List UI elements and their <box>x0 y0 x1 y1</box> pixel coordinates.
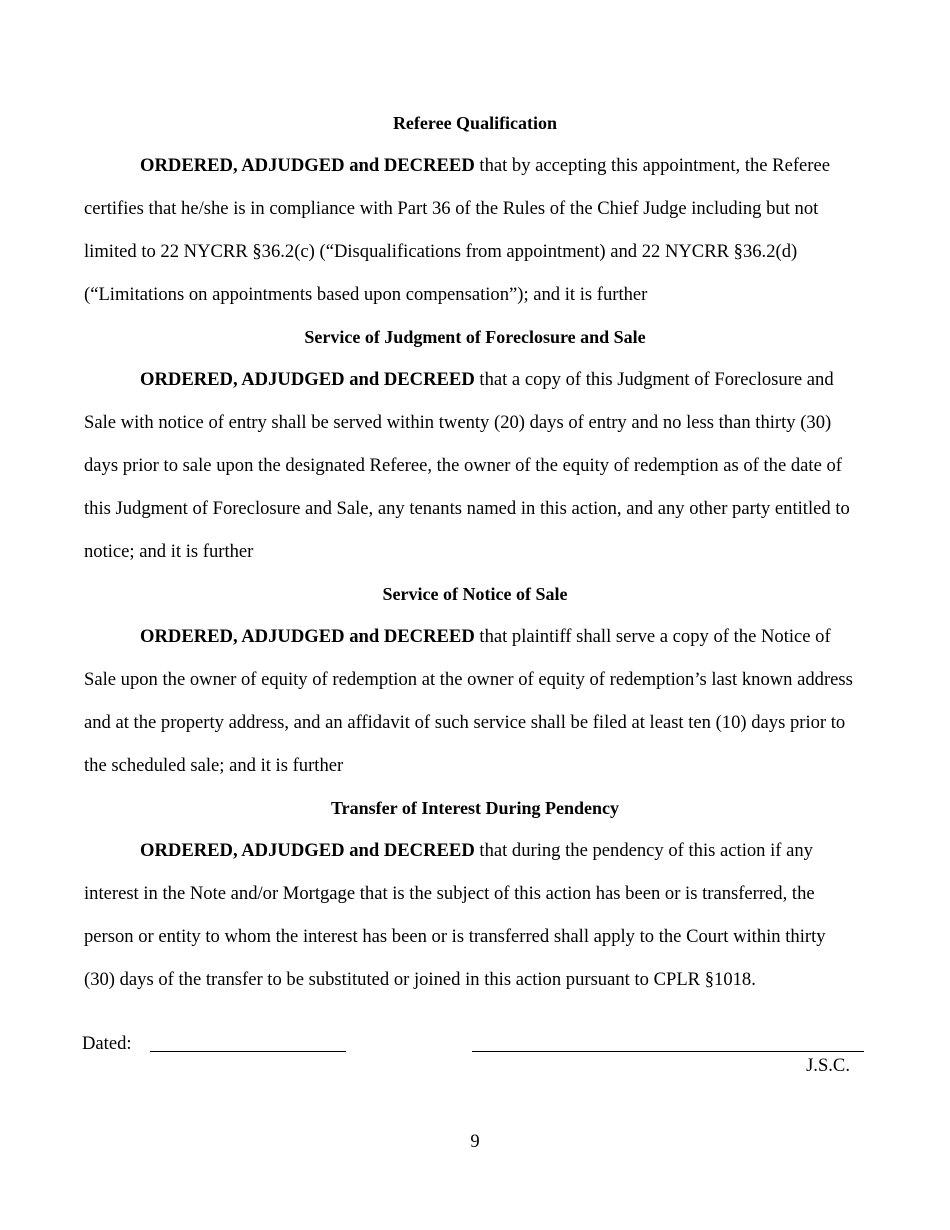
ordered-lead: ORDERED, ADJUDGED and DECREED <box>140 369 475 390</box>
section-heading-transfer-of-interest: Transfer of Interest During Pendency <box>331 798 619 818</box>
section-paragraph-transfer-of-interest <box>84 829 854 1001</box>
page-number: 9 <box>470 1131 480 1152</box>
ordered-lead: ORDERED, ADJUDGED and DECREED <box>140 155 475 176</box>
section-heading-service-of-notice: Service of Notice of Sale <box>382 584 568 604</box>
ordered-lead: ORDERED, ADJUDGED and DECREED <box>140 626 475 647</box>
judge-title: J.S.C. <box>806 1055 850 1076</box>
section-heading-referee-qualification: Referee Qualification <box>392 113 558 133</box>
paragraph-body: that by accepting this appointment, the Referee certifies that he/she is in compliance with Part 36 of the Rules of the Chief Judge including but not limited to 22 NYCRR §36.2(c) (“Disqualifications from appointment) and 22 NYCRR §36.2(d) (“Limitations on appointments based upon compensation”); and it is further <box>84 155 830 305</box>
paragraph-body: that plaintiff shall serve a copy of the Notice of Sale upon the owner of equity of redemption at the owner of equity of redemption’s last known address and at the property address, and an affidavit of such service shall be filed at least ten (10) days prior to the scheduled sale; and it is further <box>84 626 853 776</box>
section-heading-service-of-judgment: Service of Judgment of Foreclosure and Sale <box>304 327 646 347</box>
ordered-lead: ORDERED, ADJUDGED and DECREED <box>140 840 475 861</box>
paragraph-body: that a copy of this Judgment of Foreclosure and Sale with notice of entry shall be served within twenty (20) days of entry and no less than thirty (30) days prior to sale upon the designated Referee, the owner of the equity of redemption as of the date of this Judgment of Foreclosure and Sale, any tenants named in this action, and any other party entitled to notice; and it is further <box>84 369 850 562</box>
section-paragraph-service-of-notice <box>84 615 854 787</box>
dated-label: Dated: <box>82 1033 132 1054</box>
judge-signature-line <box>472 1051 864 1052</box>
paragraph-body: that during the pendency of this action if any interest in the Note and/or Mortgage that is the subject of this action has been or is transferred, the person or entity to whom the interest has been or is transferred shall apply to the Court within thirty (30) days of the transfer to be substituted or joined in this action pursuant to CPLR §1018. <box>84 840 826 990</box>
section-paragraph-referee-qualification <box>84 144 854 316</box>
date-line <box>150 1051 346 1052</box>
section-paragraph-service-of-judgment <box>84 358 854 573</box>
